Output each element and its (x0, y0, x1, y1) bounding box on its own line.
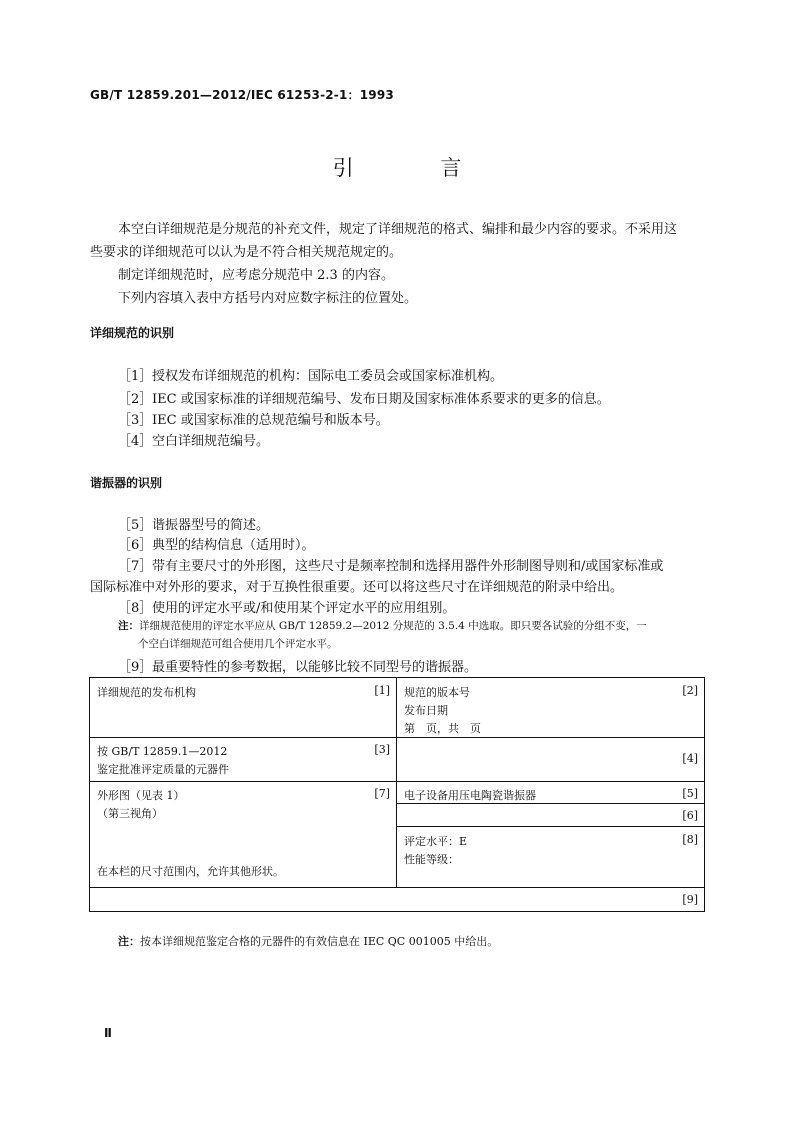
list-item (118, 409, 389, 428)
list-item (118, 656, 477, 675)
table-divider (89, 781, 705, 782)
cell-ref-2: [2] (682, 684, 698, 697)
item-number: ［2］ (118, 392, 153, 407)
item-number: ［8］ (118, 601, 153, 616)
cell-issuing-body: 详细规范的发布机构 (97, 686, 196, 699)
item7-continuation: 国际标准中对外形的要求，对于互换性很重要。还可以将这些尺寸在详细规范的附录中给出。 (90, 580, 624, 595)
cell-qualified-components: 鉴定批准评定质量的元器件 (97, 763, 229, 776)
list-item (118, 555, 663, 574)
cell-ref-4: [4] (682, 752, 698, 765)
item-text: IEC 或国家标准的总规范编号和版本号。 (152, 413, 389, 428)
note-label: 注： (118, 620, 139, 632)
item-number: ［4］ (118, 434, 153, 449)
cell-ref-6: [6] (682, 809, 698, 822)
list-item (118, 388, 610, 407)
table-divider (396, 826, 705, 827)
cell-ref-7: [7] (374, 787, 390, 800)
footnote-label: 注： (118, 935, 140, 948)
table-divider-vertical (396, 677, 397, 887)
cell-qualified-per: 按 GB/T 12859.1—2012 (97, 745, 228, 758)
item-text: 最重要特性的参考数据，以能够比较不同型号的谐振器。 (152, 660, 478, 675)
page-number: Ⅱ (104, 1026, 112, 1040)
cell-ref-1: [1] (374, 684, 390, 697)
cell-performance-grade: 性能等级： (404, 853, 459, 866)
item-text: 谐振器型号的简述。 (152, 518, 270, 533)
list-item (118, 514, 269, 533)
item-text: 授权发布详细规范的机构：国际电工委员会或国家标准机构。 (152, 369, 504, 384)
page-title: 引 言 (332, 156, 502, 180)
table-divider (89, 737, 705, 738)
cell-ref-8: [8] (682, 833, 698, 846)
cell-assessment-level: 评定水平：E (404, 835, 468, 848)
intro-para1-line2: 些要求的详细规范可以认为是不符合相关规范规定的。 (90, 245, 403, 260)
intro-para1-line1: 本空白详细规范是分规范的补充文件，规定了详细规范的格式、编排和最少内容的要求。不采用这 (118, 222, 678, 237)
cell-issue-date: 发布日期 (404, 704, 448, 717)
note-text: 详细规范使用的评定水平应从 GB/T 12859.2—2012 分规范的 3.5.4 中选取。即只要各试验的分组不变，一 (139, 620, 647, 632)
cell-spec-edition: 规范的版本号 (404, 686, 470, 699)
intro-para2: 制定详细规范时，应考虑分规范中 2.3 的内容。 (118, 268, 394, 283)
cell-outline-drawing: 外形图（见表 1） (97, 789, 185, 802)
item-number: ［9］ (118, 660, 153, 675)
table-divider (396, 803, 705, 804)
footnote-text: 按本详细规范鉴定合格的元器件的有效信息在 IEC QC 001005 中给出。 (140, 935, 499, 948)
list-item (118, 430, 269, 449)
item-text: 带有主要尺寸的外形图，这些尺寸是频率控制和选择用器件外形制图导则和/或国家标准或 (152, 559, 664, 574)
cell-third-angle: （第三视角） (97, 807, 163, 820)
list-item (118, 534, 315, 553)
list-item (118, 365, 503, 384)
item-text: IEC 或国家标准的详细规范编号、发布日期及国家标准体系要求的更多的信息。 (152, 392, 610, 407)
cell-product-name: 电子设备用压电陶瓷谐振器 (404, 789, 536, 802)
section-heading-spec-identification: 详细规范的识别 (90, 326, 175, 340)
cell-ref-5: [5] (682, 787, 698, 800)
item-number: ［3］ (118, 413, 153, 428)
item-text: 空白详细规范编号。 (152, 434, 270, 449)
item-number: ［6］ (118, 538, 153, 553)
item-text: 典型的结构信息（适用时）。 (152, 538, 315, 553)
standard-number-header: GB/T 12859.201—2012/IEC 61253-2-1：1993 (90, 88, 394, 102)
item-number: ［1］ (118, 369, 153, 384)
item-number: ［7］ (118, 559, 153, 574)
note (118, 618, 647, 633)
item-number: ［5］ (118, 518, 153, 533)
intro-para3: 下列内容填入表中方括号内对应数字标注的位置处。 (118, 291, 418, 306)
item-text: 使用的评定水平或/和使用某个评定水平的应用组别。 (152, 601, 456, 616)
cell-ref-9: [9] (682, 893, 698, 906)
list-item (118, 597, 455, 616)
table-divider (89, 887, 705, 888)
footnote (118, 933, 498, 949)
note-line2: 个空白详细规范可组合使用几个评定水平。 (138, 638, 338, 650)
section-heading-resonator-identification: 谐振器的识别 (90, 476, 163, 490)
cell-page-of: 第 页，共 页 (404, 722, 481, 735)
cell-ref-3: [3] (374, 743, 390, 756)
cell-other-shapes: 在本栏的尺寸范围内，允许其他形状。 (97, 865, 284, 878)
